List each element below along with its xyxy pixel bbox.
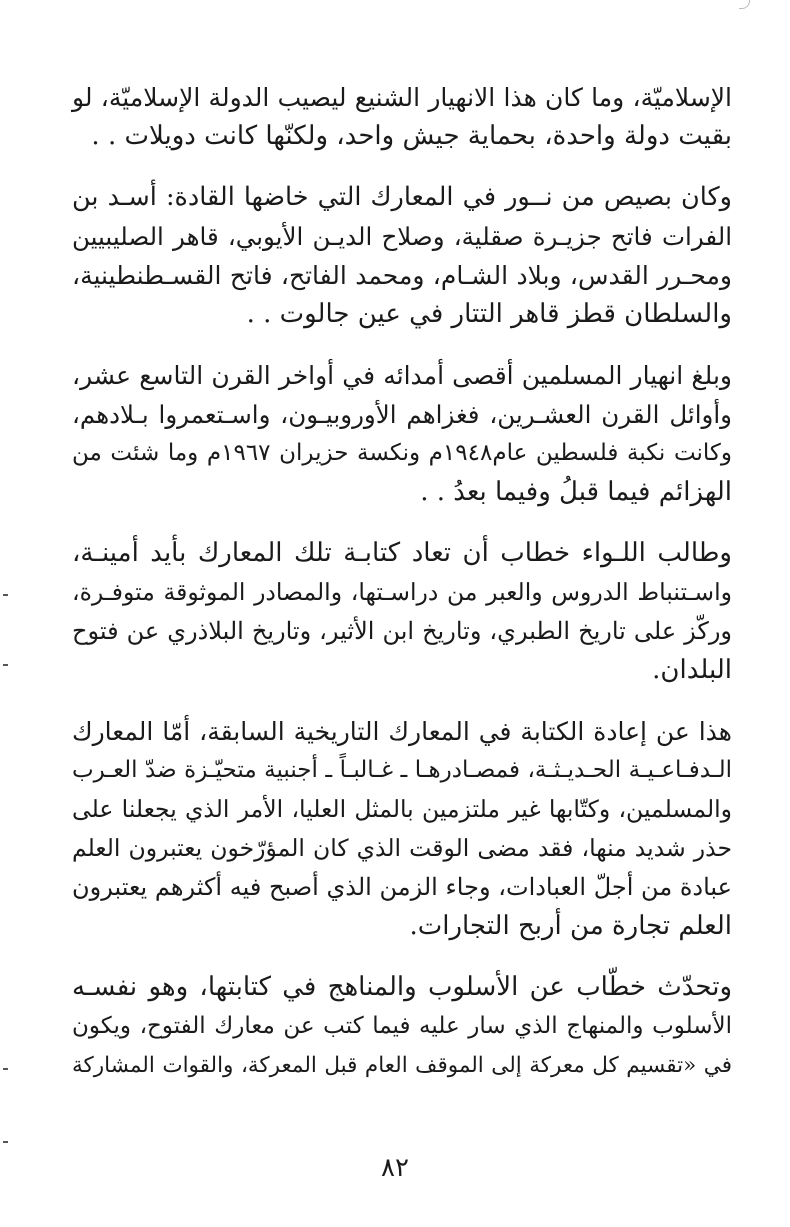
text-line: الهزائم فيما قبلُ وفيما بعدُ . .: [420, 477, 732, 507]
paragraph-3: [72, 356, 732, 512]
text-line: وبلغ انهيار المسلمين أقصى أمدائه في أواخر القرن التاسع عشر،: [72, 361, 732, 390]
text-line: وتحدّث خطّاب عن الأسلوب والمناهج في كتابتها، وهو نفسـه: [72, 972, 732, 1002]
paragraph-4: [72, 534, 732, 690]
paragraph-1: [72, 78, 732, 156]
text-line: العلم تجارة من أربح التجارات.: [409, 911, 732, 941]
text-line: وكان بصيص من نــور في المعارك التي خاضها القادة: أسـد بن: [72, 182, 732, 212]
text-line: بقيت دولة واحدة، بحماية جيش واحد، ولكنّها كانت دويلات . .: [91, 121, 732, 151]
text-line: وطالب اللـواء خطاب أن تعاد كتابـة تلك المعارك بأيد أمينـة،: [72, 538, 732, 568]
text-line: ومحـرر القدس، وبلاد الشـام، ومحمد الفاتح، فاتح القسـطنطينية،: [72, 261, 732, 290]
text-line: والمسلمين، وكتّابها غير ملتزمين بالمثل العليا، الأمر الذي يجعلنا على: [72, 795, 732, 823]
text-line: وكانت نكبة فلسطين عام١٩٤٨م ونكسة حزيران ١٩٦٧م وما شئت من: [72, 440, 732, 466]
margin-tick-mark: [3, 1141, 8, 1143]
text-line: حذر شديد منها، فقد مضى الوقت الذي كان المؤرّخون يعتبرون العلم: [72, 834, 732, 862]
text-line: واسـتنباط الدروس والعبر من دراسـتها، والمصادر الموثوقة متوفـرة،: [72, 578, 732, 606]
text-line: الأسلوب والمنهاج الذي سار عليه فيما كتب عن معارك الفتوح، ويكون: [72, 1013, 732, 1039]
page-number: ٨٢: [381, 1153, 409, 1183]
text-line: الـدفـاعـيـة الحـديـثـة، فمصـادرهـا ـ غـالبـاً ـ أجنبية متحيّـزة ضدّ العـرب: [72, 757, 732, 783]
margin-tick-mark: [3, 1068, 8, 1070]
text-line: وأوائل القرن العشـرين، فغزاهم الأوروبيـون، واسـتعمروا بـلادهم،: [72, 400, 732, 429]
text-line: البلدان.: [652, 655, 732, 685]
paragraph-5: [72, 712, 732, 946]
paragraph-6: [72, 968, 732, 1085]
text-line: عبادة من أجلّ العبادات، وجاء الزمن الذي أصبح فيه أكثرهم يعتبرون: [72, 873, 732, 901]
text-line: وركّز على تاريخ الطبري، وتاريخ ابن الأثير، وتاريخ البلاذري عن فتوح: [72, 617, 732, 645]
page-corner-mark: [739, 0, 750, 9]
text-line: الفرات فاتح جزيـرة صقلية، وصلاح الديـن الأيوبي، قاهر الصليبيين: [72, 222, 732, 251]
margin-tick-mark: [3, 664, 8, 666]
book-page-body: [72, 78, 732, 1158]
text-line: الإسلاميّة، وما كان هذا الانهيار الشنيع ليصيب الدولة الإسلاميّة، لو: [72, 83, 732, 112]
text-line: هذا عن إعادة الكتابة في المعارك التاريخية السابقة، أمّا المعارك: [72, 717, 732, 746]
text-line: في «تقسيم كل معركة إلى الموقف العام قبل المعركة، والقوات المشاركة: [72, 1053, 732, 1078]
text-line: والسلطان قطز قاهر التتار في عين جالوت . .: [246, 299, 732, 329]
paragraph-2: [72, 178, 732, 334]
margin-tick-mark: [3, 594, 8, 596]
